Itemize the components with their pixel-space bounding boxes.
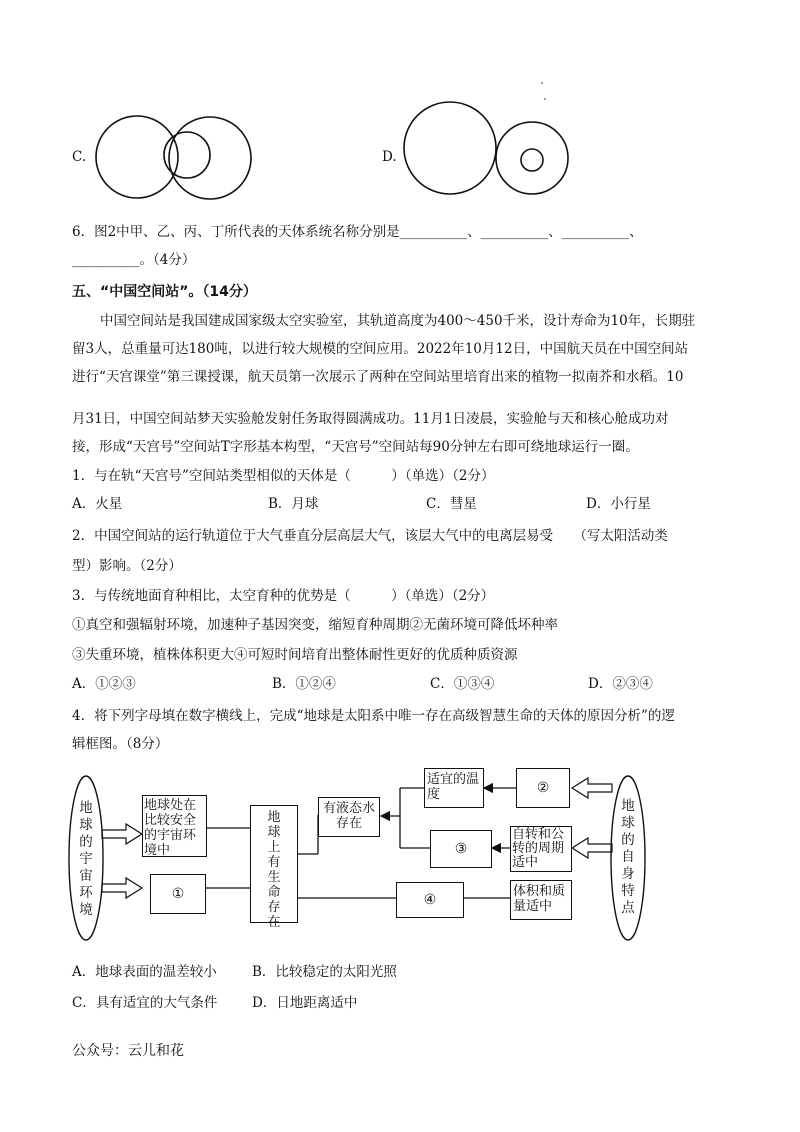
circle-c-large-left [96, 116, 178, 198]
q3-option-c[interactable]: C．①③④ [430, 676, 495, 692]
dot-mark [544, 98, 546, 100]
option-d-circles [402, 98, 582, 202]
q1-stem: 1．与在轨“天宫号”空间站类型相似的天体是（ ）（单选）（2分） [72, 468, 495, 484]
paragraph-line-5: 接，形成“天宫号”空间站T字形基本构型，“天宫号”空间站每90分钟左右即可绕地球运行一圈。 [72, 439, 639, 455]
paragraph-line-1: 中国空间站是我国建成国家级太空实验室，其轨道高度为400～450千米，设计寿命为10年，长期驻 [100, 313, 696, 329]
q1-option-b[interactable]: B．月球 [268, 496, 319, 512]
option-c-circles [92, 112, 262, 202]
q4-choice-d[interactable]: D．日地距离适中 [252, 995, 358, 1011]
option-d-label: D. [382, 149, 397, 165]
q1-option-c[interactable]: C．彗星 [426, 496, 477, 512]
q4-choice-c[interactable]: C．具有适宜的大气条件 [72, 995, 218, 1011]
box-safe-environment: 地球处在比较安全的宇宙环境中 [142, 795, 207, 857]
footer-account: 公众号：云儿和花 [72, 1043, 184, 1059]
q4-choice-a[interactable]: A．地球表面的温差较小 [72, 964, 217, 980]
option-c-label: C. [72, 149, 87, 165]
section5-title: 五、“中国空间站”。（14分） [72, 284, 257, 300]
q2-line1: 2．中国空间站的运行轨道位于大气垂直分层高层大气，该层大气中的电离层易受 （写太阳活动类 [72, 528, 668, 544]
q6-line1: 6．图2中甲、乙、丙、丁所代表的天体系统名称分别是__________、__________、__________、 [72, 224, 643, 240]
blank-2-box[interactable]: ② [516, 768, 570, 808]
center-life-box: 地球上有生命存在 [250, 805, 298, 923]
left-oval-label: 地球的宇宙环境 [79, 800, 93, 918]
dot-mark [541, 82, 543, 84]
paragraph-line-2: 留3人，总重量可达180吨，以进行较大规模的空间应用。2022年10月12日，中国航天员在中国空间站 [72, 341, 689, 357]
q2-line2: 型）影响。（2分） [72, 558, 182, 574]
q3-option-d[interactable]: D．②③④ [588, 676, 653, 692]
circle-d-medium [496, 122, 568, 194]
paragraph-line-4: 月31日，中国空间站梦天实验舱发射任务取得圆满成功。11月1日凌晨，实验舱与天和核心舱成功对 [72, 411, 669, 427]
q4-line1: 4．将下列字母填在数字横线上，完成“地球是太阳系中唯一存在高级智慧生命的天体的原因分析”的逻 [72, 708, 675, 724]
blank-1-box[interactable]: ① [150, 874, 206, 914]
temp-box: 适宜的温度 [424, 768, 484, 808]
q3-stem: 3．与传统地面育种相比，太空育种的优势是（ ）（单选）（2分） [72, 588, 495, 604]
q3-option-a[interactable]: A．①②③ [72, 676, 136, 692]
q6-line2: __________。（4分） [72, 252, 196, 268]
q1-option-d[interactable]: D．小行星 [586, 496, 651, 512]
logic-diagram-lines [0, 750, 800, 950]
circle-d-small [521, 149, 543, 171]
q3-option-b[interactable]: B．①②④ [272, 676, 336, 692]
blank-4-box[interactable]: ④ [396, 882, 464, 918]
q3-statements-a: ①真空和强辐射环境，加速种子基因突变，缩短育种周期②无菌环境可降低坏种率 [72, 617, 558, 633]
q1-option-a[interactable]: A．火星 [72, 496, 123, 512]
rotation-box: 自转和公转的周期适中 [510, 826, 572, 872]
q3-statements-b: ③失重环境，植株体积更大④可短时间培育出整体耐性更好的优质种质资源 [72, 647, 518, 663]
paragraph-line-3: 进行“天宫课堂”第三课授课，航天员第一次展示了两种在空间站里培育出来的植物一拟南芥和水稻。10 [72, 369, 684, 385]
circle-d-large [404, 102, 496, 194]
blank-3-box[interactable]: ③ [430, 830, 492, 868]
volume-box: 体积和质量适中 [510, 880, 572, 920]
q4-choice-b[interactable]: B．比较稳定的太阳光照 [252, 964, 397, 980]
right-oval-label: 地球的自身特点 [621, 798, 635, 916]
q4-line2: 辑框图。（8分） [72, 736, 169, 752]
water-box: 有液态水存在 [318, 797, 380, 837]
